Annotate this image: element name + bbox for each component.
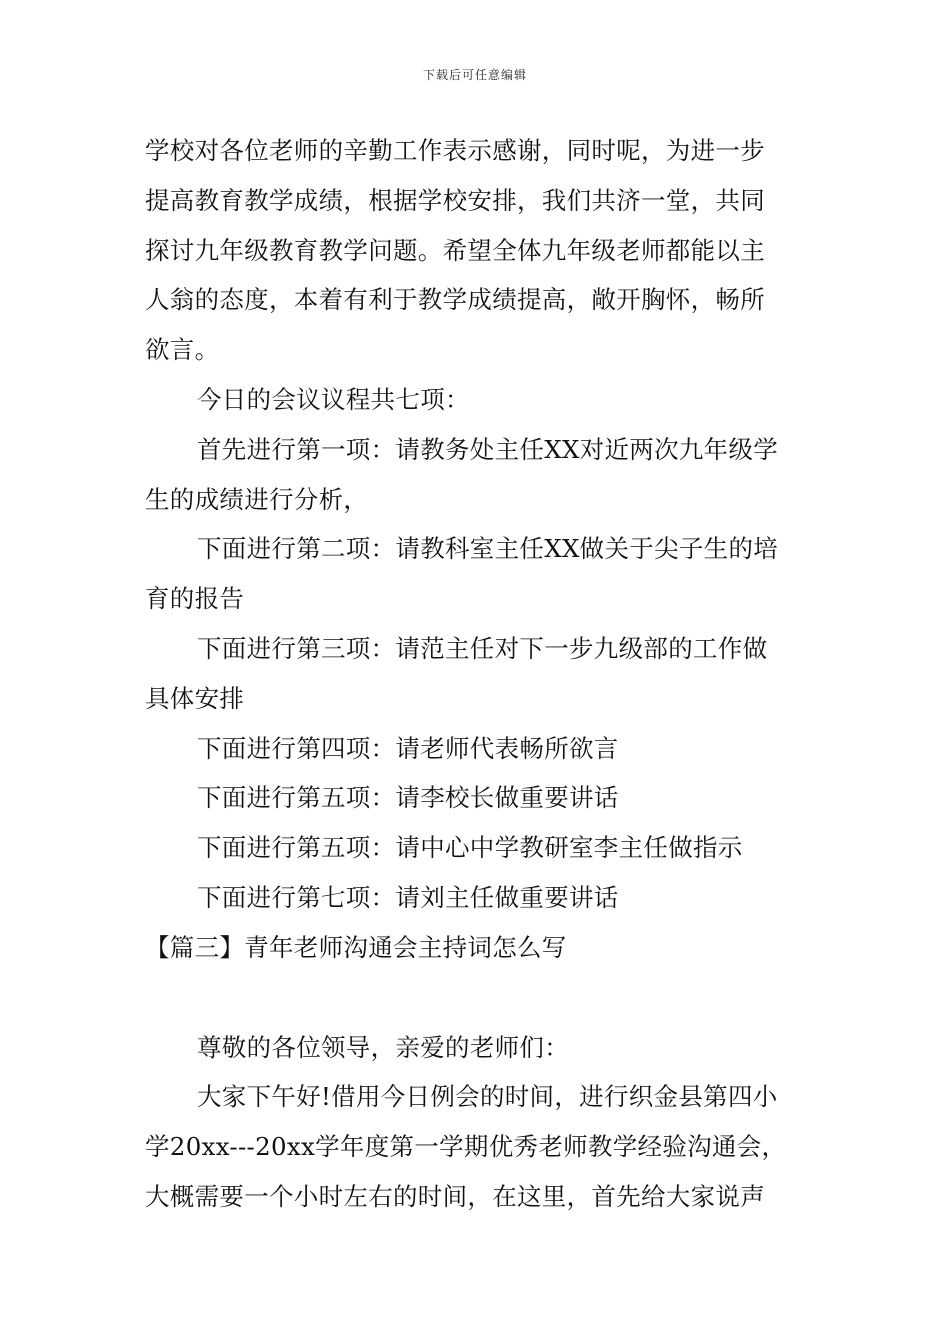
agenda-item-2-cont: 育的报告 xyxy=(145,584,245,614)
blank-line xyxy=(145,973,810,1023)
section-title: 【篇三】青年老师沟通会主持词怎么写 xyxy=(145,932,567,962)
agenda-item-7: 下面进行第七项：请刘主任做重要讲话 xyxy=(197,882,619,912)
agenda-item-2: 下面进行第二项：请教科室主任XX做关于尖子生的培 xyxy=(197,534,779,564)
agenda-item-1-cont: 生的成绩进行分析， xyxy=(145,484,369,514)
document-body xyxy=(145,126,810,1222)
paragraph-line: 大概需要一个小时左右的时间，在这里，首先给大家说声 xyxy=(145,1181,765,1211)
agenda-item-3: 下面进行第三项：请范主任对下一步九级部的工作做 xyxy=(197,633,768,663)
agenda-item-4: 下面进行第四项：请老师代表畅所欲言 xyxy=(197,733,619,763)
text-line: 提高教育教学成绩，根据学校安排，我们共济一堂，共同 xyxy=(145,185,765,215)
agenda-intro: 今日的会议议程共七项： xyxy=(197,384,470,414)
text-line: 学校对各位老师的辛勤工作表示感谢，同时呢，为进一步 xyxy=(145,136,765,165)
paragraph-line: 学20xx---20xx学年度第一学期优秀老师教学经验沟通会， xyxy=(145,1132,787,1162)
text-line: 欲言。 xyxy=(145,335,220,365)
greeting: 尊敬的各位领导，亲爱的老师们： xyxy=(197,1032,569,1062)
agenda-item-1: 首先进行第一项：请教务处主任XX对近两次九年级学 xyxy=(197,434,779,464)
paragraph-line: 大家下午好!借用今日例会的时间，进行织金县第四小 xyxy=(197,1082,778,1112)
agenda-item-6: 下面进行第五项：请中心中学教研室李主任做指示 xyxy=(197,833,743,863)
agenda-item-5: 下面进行第五项：请李校长做重要讲话 xyxy=(197,783,619,813)
text-line: 人翁的态度，本着有利于教学成绩提高，敞开胸怀，畅所 xyxy=(145,285,765,315)
agenda-item-3-cont: 具体安排 xyxy=(145,683,245,713)
page-header: 下载后可任意编辑 xyxy=(422,68,527,82)
text-line: 探讨九年级教育教学问题。希望全体九年级老师都能以主 xyxy=(145,235,765,265)
